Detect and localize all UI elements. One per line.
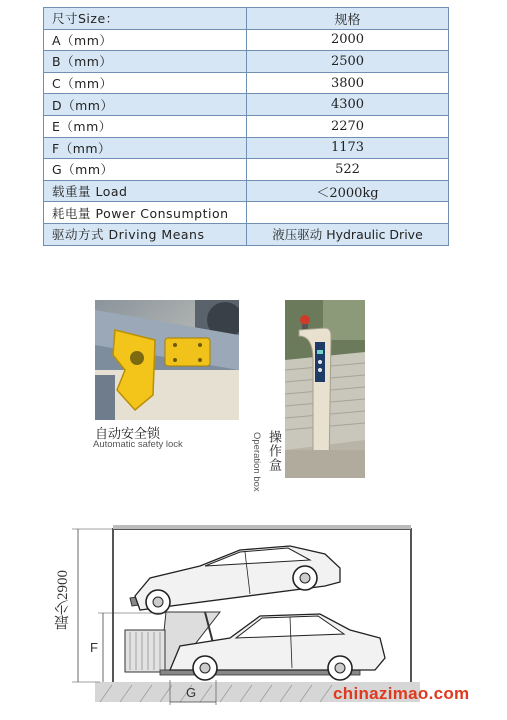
operation-box-caption-en: Operation box bbox=[251, 432, 262, 492]
row-value: 522 bbox=[247, 159, 449, 181]
table-row bbox=[44, 72, 449, 94]
row-label: 载重量 Load bbox=[44, 180, 247, 202]
table-row bbox=[44, 202, 449, 224]
safety-lock-caption-en: Automatic safety lock bbox=[93, 439, 183, 450]
row-label: 驱动方式 Driving Means bbox=[44, 223, 247, 245]
table-row bbox=[44, 223, 449, 245]
safety-lock-photo bbox=[95, 300, 239, 420]
row-value: 3800 bbox=[247, 72, 449, 94]
table-row bbox=[44, 51, 449, 73]
row-value: 2000 bbox=[247, 29, 449, 51]
row-label: 耗电量 Power Consumption bbox=[44, 202, 247, 224]
header-value: 规格 bbox=[247, 8, 449, 30]
table-row bbox=[44, 29, 449, 51]
table-row bbox=[44, 137, 449, 159]
watermark: chinazimao.com bbox=[333, 684, 470, 703]
row-label: G（mm） bbox=[44, 159, 247, 181]
row-value: 1173 bbox=[247, 137, 449, 159]
row-label: D（mm） bbox=[44, 94, 247, 116]
header-label: 尺寸Size： bbox=[44, 8, 247, 30]
spec-table bbox=[43, 7, 449, 246]
row-value: ＜2000kg bbox=[247, 180, 449, 202]
table-row bbox=[44, 180, 449, 202]
dimension-g-label: G bbox=[186, 685, 197, 700]
safety-lock-caption-cn: 自动安全锁 bbox=[95, 426, 161, 441]
dimension-f-label: F bbox=[90, 640, 98, 655]
table-row bbox=[44, 159, 449, 181]
row-label: F（mm） bbox=[44, 137, 247, 159]
row-value: 液压驱动 Hydraulic Drive bbox=[247, 223, 449, 245]
operation-box-photo bbox=[285, 300, 365, 478]
row-value: 2500 bbox=[247, 51, 449, 73]
row-value: 4300 bbox=[247, 94, 449, 116]
dimension-height-label: 最少2900 bbox=[55, 570, 71, 630]
table-header-row bbox=[44, 8, 449, 30]
row-label: B（mm） bbox=[44, 51, 247, 73]
row-label: E（mm） bbox=[44, 115, 247, 137]
row-label: A（mm） bbox=[44, 29, 247, 51]
table-row bbox=[44, 115, 449, 137]
row-value bbox=[247, 202, 449, 224]
row-label: C（mm） bbox=[44, 72, 247, 94]
operation-box-caption-cn: 操作盒 bbox=[267, 430, 282, 472]
table-row bbox=[44, 94, 449, 116]
row-value: 2270 bbox=[247, 115, 449, 137]
